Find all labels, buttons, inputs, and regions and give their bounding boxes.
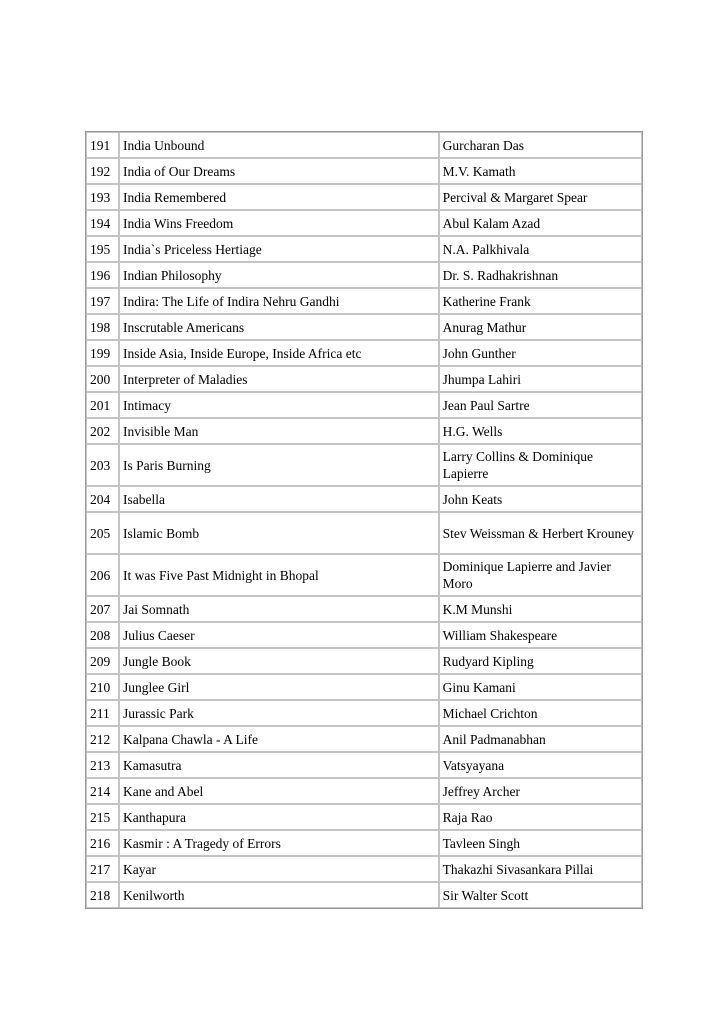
book-title: Isabella (119, 486, 439, 512)
book-author: Abul Kalam Azad (439, 210, 642, 236)
table-row (86, 554, 642, 596)
book-title: India`s Priceless Hertiage (119, 236, 439, 262)
row-number: 199 (86, 340, 119, 366)
book-author: Rudyard Kipling (439, 648, 642, 674)
book-author: Stev Weissman & Herbert Krouney (439, 512, 642, 554)
book-author: Jeffrey Archer (439, 778, 642, 804)
table-row (86, 158, 642, 184)
row-number: 202 (86, 418, 119, 444)
book-title: Kenilworth (119, 882, 439, 908)
row-number: 198 (86, 314, 119, 340)
table-row (86, 184, 642, 210)
row-number: 211 (86, 700, 119, 726)
book-author: Michael Crichton (439, 700, 642, 726)
row-number: 196 (86, 262, 119, 288)
table-row (86, 830, 642, 856)
row-number: 207 (86, 596, 119, 622)
book-author: William Shakespeare (439, 622, 642, 648)
row-number: 200 (86, 366, 119, 392)
row-number: 197 (86, 288, 119, 314)
row-number: 191 (86, 132, 119, 158)
table-row (86, 444, 642, 486)
book-author: H.G. Wells (439, 418, 642, 444)
book-title: India of Our Dreams (119, 158, 439, 184)
book-author: Larry Collins & Dominique Lapierre (439, 444, 642, 486)
book-author: Vatsyayana (439, 752, 642, 778)
row-number: 216 (86, 830, 119, 856)
book-title: India Wins Freedom (119, 210, 439, 236)
book-author: John Gunther (439, 340, 642, 366)
table-row (86, 418, 642, 444)
table-row (86, 340, 642, 366)
row-number: 203 (86, 444, 119, 486)
row-number: 201 (86, 392, 119, 418)
book-title: Indira: The Life of Indira Nehru Gandhi (119, 288, 439, 314)
row-number: 195 (86, 236, 119, 262)
book-title: Junglee Girl (119, 674, 439, 700)
book-title: Jungle Book (119, 648, 439, 674)
book-author: Thakazhi Sivasankara Pillai (439, 856, 642, 882)
row-number: 214 (86, 778, 119, 804)
book-title: Intimacy (119, 392, 439, 418)
table-row (86, 314, 642, 340)
book-title: Inscrutable Americans (119, 314, 439, 340)
row-number: 210 (86, 674, 119, 700)
book-author: Ginu Kamani (439, 674, 642, 700)
book-title: Kayar (119, 856, 439, 882)
table-row (86, 674, 642, 700)
book-title: Julius Caeser (119, 622, 439, 648)
row-number: 213 (86, 752, 119, 778)
table-row (86, 778, 642, 804)
book-title: Interpreter of Maladies (119, 366, 439, 392)
book-title: Kalpana Chawla - A Life (119, 726, 439, 752)
book-title: Kanthapura (119, 804, 439, 830)
table-row (86, 236, 642, 262)
book-author: Jean Paul Sartre (439, 392, 642, 418)
table-row (86, 622, 642, 648)
book-title: Islamic Bomb (119, 512, 439, 554)
row-number: 206 (86, 554, 119, 596)
row-number: 218 (86, 882, 119, 908)
row-number: 192 (86, 158, 119, 184)
book-author: M.V. Kamath (439, 158, 642, 184)
table-row (86, 366, 642, 392)
book-title: Kane and Abel (119, 778, 439, 804)
row-number: 194 (86, 210, 119, 236)
book-author: N.A. Palkhivala (439, 236, 642, 262)
row-number: 205 (86, 512, 119, 554)
table-row (86, 288, 642, 314)
book-author: Percival & Margaret Spear (439, 184, 642, 210)
book-author: John Keats (439, 486, 642, 512)
table-row (86, 700, 642, 726)
book-title: It was Five Past Midnight in Bhopal (119, 554, 439, 596)
row-number: 208 (86, 622, 119, 648)
table-row (86, 856, 642, 882)
book-author: Anil Padmanabhan (439, 726, 642, 752)
book-title: Is Paris Burning (119, 444, 439, 486)
book-list-body (86, 132, 642, 908)
book-title: Inside Asia, Inside Europe, Inside Africa etc (119, 340, 439, 366)
book-author: Gurcharan Das (439, 132, 642, 158)
book-author: Dominique Lapierre and Javier Moro (439, 554, 642, 596)
row-number: 212 (86, 726, 119, 752)
table-row (86, 262, 642, 288)
book-title: Indian Philosophy (119, 262, 439, 288)
book-author: Jhumpa Lahiri (439, 366, 642, 392)
row-number: 217 (86, 856, 119, 882)
book-author: K.M Munshi (439, 596, 642, 622)
table-row (86, 882, 642, 908)
book-title: Jurassic Park (119, 700, 439, 726)
table-row (86, 752, 642, 778)
table-row (86, 804, 642, 830)
book-list-table (85, 131, 643, 909)
row-number: 204 (86, 486, 119, 512)
book-title: Invisible Man (119, 418, 439, 444)
table-row (86, 512, 642, 554)
table-row (86, 392, 642, 418)
table-row (86, 210, 642, 236)
table-row (86, 132, 642, 158)
table-row (86, 726, 642, 752)
book-author: Raja Rao (439, 804, 642, 830)
book-title: Kamasutra (119, 752, 439, 778)
table-row (86, 486, 642, 512)
book-title: Kasmir : A Tragedy of Errors (119, 830, 439, 856)
row-number: 209 (86, 648, 119, 674)
book-author: Tavleen Singh (439, 830, 642, 856)
row-number: 193 (86, 184, 119, 210)
book-author: Katherine Frank (439, 288, 642, 314)
book-author: Anurag Mathur (439, 314, 642, 340)
book-author: Sir Walter Scott (439, 882, 642, 908)
table-row (86, 596, 642, 622)
table-row (86, 648, 642, 674)
book-title: India Remembered (119, 184, 439, 210)
book-author: Dr. S. Radhakrishnan (439, 262, 642, 288)
book-title: Jai Somnath (119, 596, 439, 622)
book-title: India Unbound (119, 132, 439, 158)
row-number: 215 (86, 804, 119, 830)
